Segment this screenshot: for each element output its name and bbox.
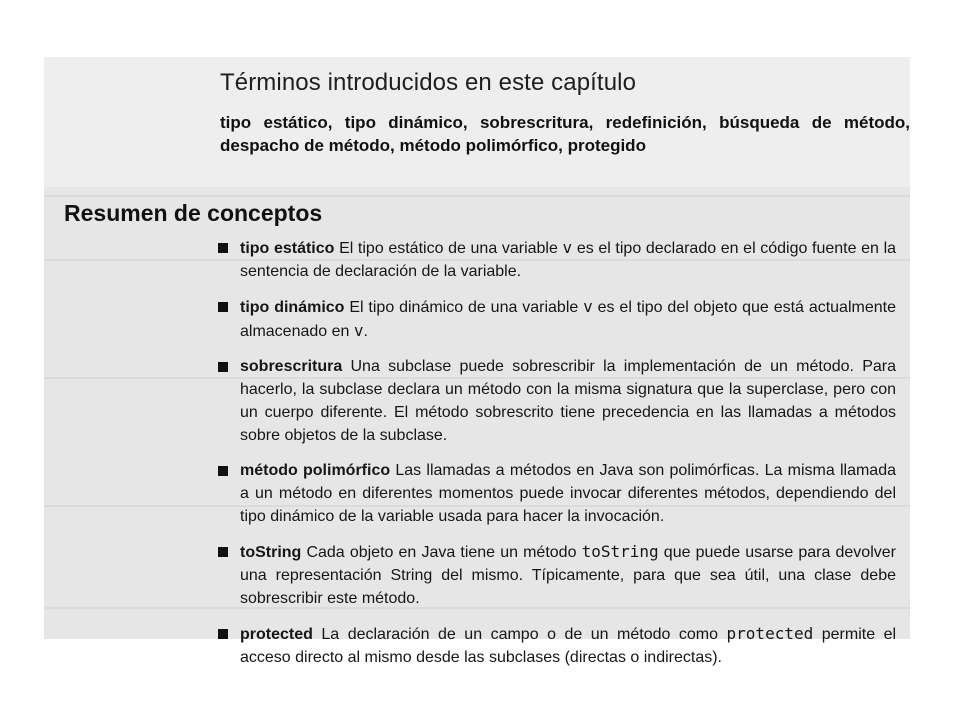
square-bullet-icon [218,302,228,312]
concept-code: toString [581,542,659,561]
concept-text: es el tipo declarado en el código fuente en la sentencia de declaración de la variable. [240,240,897,280]
concept-text: Las llamadas a métodos en Java son polimórficas. La misma llamada a un método en diferentes momentos puede invocar diferentes métodos, dependiendo del tipo dinámico de la variable usada para hacer la invocación. [240,462,896,525]
introduced-terms: tipo estático, tipo dinámico, sobrescritura, redefinición, búsqueda de método, despacho de método, método polimórfico, protegido [220,113,910,155]
square-bullet-icon [218,362,228,372]
concept-tostring [216,540,896,610]
square-bullet-icon [218,547,228,557]
concept-code: v [583,297,593,316]
square-bullet-icon [218,243,228,253]
section-title: Términos introducidos en este capítulo [220,69,637,96]
concept-text: es el tipo del objeto que está actualmente almacenado en [240,299,896,340]
concept-term: tipo dinámico [240,299,345,316]
concept-polymorphic-method [216,459,896,528]
bleed-through-line [44,195,910,197]
summary-heading: Resumen de conceptos [64,200,323,226]
concept-protected [216,622,896,669]
concept-text: Una subclase puede sobrescribir la implementación de un método. Para hacerlo, la subclase declara un método con la misma signatura que la superclase, pero con un cuerpo diferente. El método sobrescrito tiene precedencia en las llamadas a métodos sobre objetos de la subclase. [240,358,896,444]
concept-text: . [363,323,368,340]
concept-term: tipo estático [240,240,335,257]
concept-text: que puede usarse para devolver una representación String del mismo. Típicamente, para que sea útil, una clase debe sobrescribir este método. [240,544,896,607]
concept-text: El tipo estático de una variable [339,240,558,257]
concept-term: sobrescritura [240,358,343,375]
concept-code: v [353,321,364,340]
concept-term: método polimórfico [240,462,391,479]
concept-dynamic-type [216,295,896,343]
concept-text: permite el acceso directo al mismo desde las subclases (directas o indirectas). [240,626,897,666]
square-bullet-icon [218,629,228,639]
concept-term: toString [240,544,302,561]
concept-term: protected [240,626,313,643]
concept-static-type [216,236,896,283]
square-bullet-icon [218,466,228,476]
concept-code: v [562,238,573,257]
concept-text: Cada objeto en Java tiene un método [306,544,577,561]
concept-list [216,236,896,669]
concept-text: La declaración de un campo o de un método como [321,626,719,643]
concept-overriding [216,355,896,447]
concept-code: protected [726,624,814,643]
textbook-page [44,57,910,666]
concept-text: El tipo dinámico de una variable [349,299,579,316]
